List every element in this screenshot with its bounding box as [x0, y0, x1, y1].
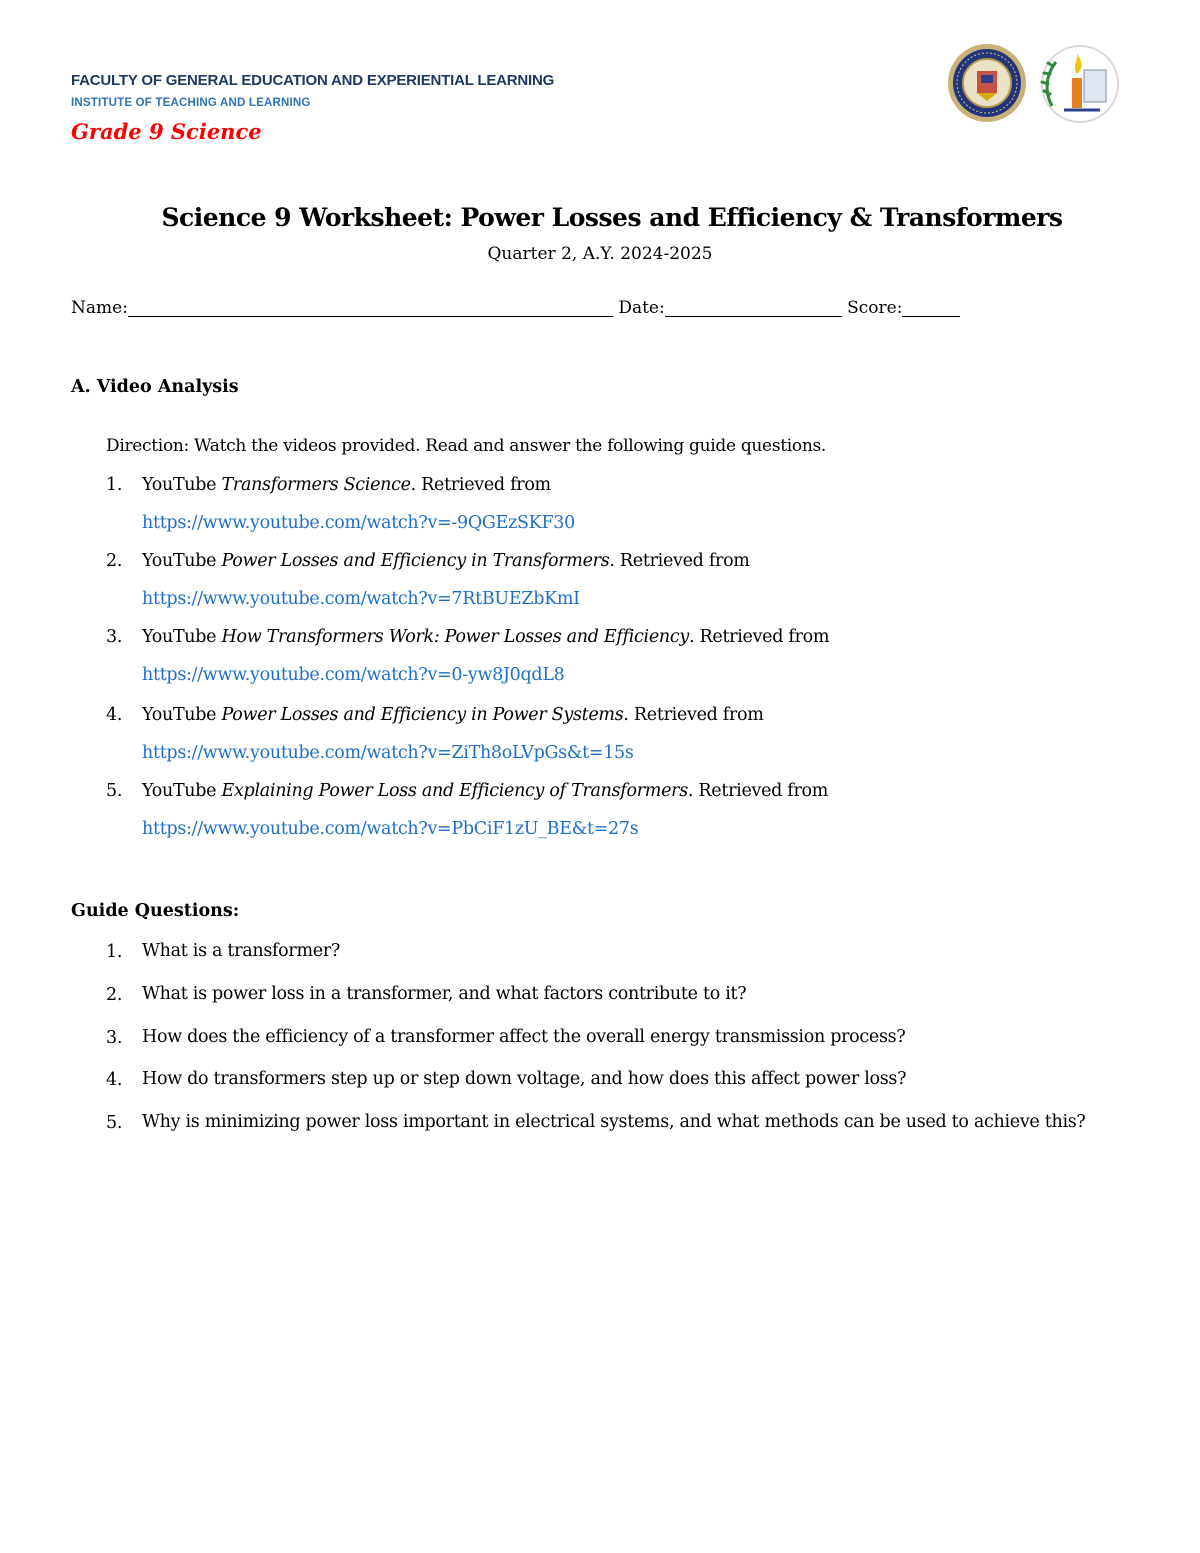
- video-title: Power Losses and Efficiency in Transformers: [221, 551, 610, 571]
- video-link[interactable]: https://www.youtube.com/watch?v=-9QGEzSKF30: [142, 513, 575, 533]
- video-citation: YouTube How Transformers Work: Power Losses and Efficiency. Retrieved from: [142, 627, 830, 647]
- video-citation: YouTube Power Losses and Efficiency in Transformers. Retrieved from: [142, 551, 750, 571]
- worksheet-title: Science 9 Worksheet: Power Losses and Efficiency & Transformers: [161, 203, 1063, 232]
- header-logos: [944, 44, 1124, 128]
- date-blank[interactable]: [665, 298, 842, 317]
- institute-name: INSTITUTE OF TEACHING AND LEARNING: [71, 97, 311, 109]
- guide-questions-heading: Guide Questions:: [71, 901, 240, 921]
- name-blank[interactable]: [128, 298, 613, 317]
- question-text: What is a transformer?: [142, 941, 340, 961]
- video-link[interactable]: https://www.youtube.com/watch?v=PbCiF1zU_BE&t=27s: [142, 819, 639, 839]
- video-citation: YouTube Power Losses and Efficiency in Power Systems. Retrieved from: [142, 705, 764, 725]
- video-number: 2.: [106, 551, 123, 571]
- video-link[interactable]: https://www.youtube.com/watch?v=7RtBUEZbKmI: [142, 589, 580, 609]
- video-citation: YouTube Transformers Science. Retrieved from: [142, 475, 551, 495]
- question-number: 5.: [106, 1113, 123, 1133]
- question-text: What is power loss in a transformer, and what factors contribute to it?: [142, 984, 747, 1004]
- section-a-heading: A. Video Analysis: [71, 377, 239, 397]
- video-title: How Transformers Work: Power Losses and Efficiency: [221, 627, 689, 647]
- question-number: 4.: [106, 1070, 123, 1090]
- question-text: How does the efficiency of a transformer affect the overall energy transmission process?: [142, 1027, 906, 1047]
- student-info-line: [71, 298, 960, 318]
- question-number: 1.: [106, 942, 123, 962]
- video-link[interactable]: https://www.youtube.com/watch?v=ZiTh8oLVpGs&t=15s: [142, 743, 634, 763]
- logos-svg: [944, 44, 1124, 128]
- video-number: 4.: [106, 705, 123, 725]
- video-title: Explaining Power Loss and Efficiency of Transformers: [221, 781, 688, 801]
- video-number: 1.: [106, 475, 123, 495]
- score-label: Score:: [847, 298, 903, 318]
- worksheet-subtitle: Quarter 2, A.Y. 2024-2025: [487, 244, 713, 264]
- video-citation: YouTube Explaining Power Loss and Efficiency of Transformers. Retrieved from: [142, 781, 829, 801]
- video-number: 3.: [106, 627, 123, 647]
- question-number: 3.: [106, 1028, 123, 1048]
- score-blank[interactable]: [902, 298, 960, 317]
- university-seal-logo: [948, 44, 1026, 122]
- question-text: How do transformers step up or step down voltage, and how does this affect power loss?: [142, 1069, 907, 1089]
- question-text: Why is minimizing power loss important in electrical systems, and what methods can be used to achieve this?: [142, 1112, 1086, 1132]
- date-label: Date:: [618, 298, 665, 318]
- video-link[interactable]: https://www.youtube.com/watch?v=0-yw8J0qdL8: [142, 665, 565, 685]
- grade-label: Grade 9 Science: [71, 119, 262, 144]
- institute-torch-logo: [1042, 46, 1118, 122]
- question-number: 2.: [106, 985, 123, 1005]
- name-label: Name:: [71, 298, 128, 318]
- direction-text: Direction: Watch the videos provided. Read and answer the following guide questions.: [106, 436, 827, 456]
- video-title: Power Losses and Efficiency in Power Systems: [221, 705, 624, 725]
- video-title: Transformers Science: [221, 475, 411, 495]
- video-number: 5.: [106, 781, 123, 801]
- faculty-name: FACULTY OF GENERAL EDUCATION AND EXPERIENTIAL LEARNING: [71, 72, 555, 89]
